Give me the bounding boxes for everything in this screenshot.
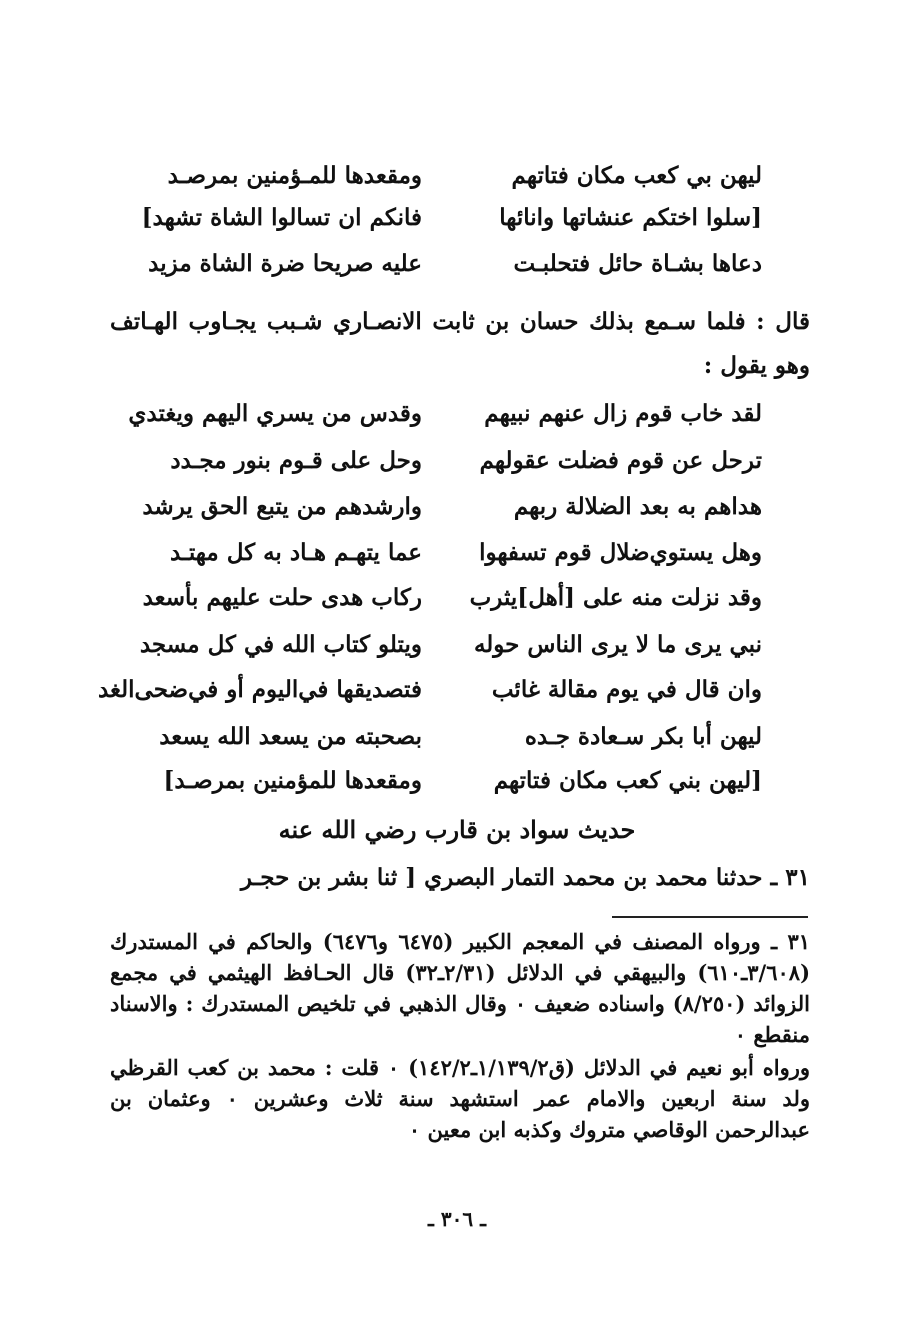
verse-first-hemistich: هداهم به بعد الضلالة ربهم [513,493,762,520]
verse-line [122,627,762,663]
verse-second-hemistich: عليه صريحا ضرة الشاة مزيد [148,250,422,277]
hadith-line: ٣١ ـ حدثنا محمد بن محمد التمار البصري [ ثنا بشر بن حجـر [240,864,810,891]
section-heading: حديث سواد بن قارب رضي الله عنه [278,815,636,844]
verse-second-hemistich: ويتلو كتاب الله في كل مسجد [139,631,422,658]
page-number: ـ ٣٠٦ ـ [428,1207,486,1231]
verse-first-hemistich: لقد خاب قوم زال عنهم نبيهم [484,400,762,427]
verse-line [122,580,762,616]
verse-first-hemistich: [سلوا اختكم عنشاتها وانائها [499,204,762,231]
verse-first-hemistich: وهل يستوي‌ضلال قوم تسفهوا [479,539,762,566]
verse-first-hemistich: ترحل عن قوم فضلت عقولهم [479,447,762,474]
verse-line [97,672,762,708]
verse-line [122,763,762,799]
verse-first-hemistich: ليهن بي كعب مكان فتاتهم [511,162,762,189]
verse-first-hemistich: وان قال في يوم مقالة غائب [491,676,762,703]
verse-first-hemistich: نبي يرى ما لا يرى الناس حوله [473,631,762,658]
verse-line [122,200,762,236]
verse-second-hemistich: ومقعدها للمـؤمنين بمرصـد [167,162,422,189]
verse-line [122,489,762,525]
verse-second-hemistich: ومقعدها للمؤمنين بمرصـد] [163,767,422,794]
footnote-divider [612,916,808,918]
verse-line [122,246,762,282]
verse-first-hemistich: ليهن أبا بكر سـعادة جـده [524,723,762,750]
verse-second-hemistich: بصحبته من يسعد الله يسعد [159,723,422,750]
verse-second-hemistich: وقدس من يسري اليهم ويغتدي [128,400,422,427]
verse-second-hemistich: فانكم ان تسالوا الشاة تشهد] [141,204,422,231]
verse-line [122,719,762,755]
verse-first-hemistich: [ليهن بني كعب مكان فتاتهم [493,767,762,794]
verse-second-hemistich: ركاب هدى حلت عليهم بأسعد [142,584,422,611]
footnote: ٣١ ـ ورواه المصنف في المعجم الكبير (٦٤٧٥ و٦٤٧٦) والحاكم في المستدرك (٣/٦٠٨ـ٦١٠) والبيهقي في الدلائل (٢/٣١ـ٣٢) قال الحـافظ الهيثمي في مجمع الزوائد (٨/٢٥٠) واسناده ضعيف ٠ وقال الذهبي في تلخيص المستدرك : والاسناد منقطع ٠ [110,929,811,1047]
verse-line [122,158,762,194]
verse-line [122,396,762,432]
verse-second-hemistich: وحل على قـوم بنور مجـدد [170,447,422,474]
footnote: ورواه أبو نعيم في الدلائل (ق١/١٣٩/٢ـ١٤٢/٢) ٠ قلت : محمد بن كعب القرظي ولد سنة اربعين والامام عمر استشهد سنة ثلاث وعشرين ٠ وعثمان بن عبدالرحمن الوقاصي متروك وكذبه ابن معين ٠ [110,1055,810,1142]
verse-first-hemistich: دعاها بشـاة حائل فتحلبـت [513,250,762,277]
prose-paragraph: قال : فلما سـمع بذلك حسان بن ثابت الانصـاري شـبب يجـاوب الهـاتف وهو يقول : [110,308,810,379]
verse-first-hemistich: وقد نزلت منه على [أهل]يثرب [469,584,762,611]
verse-second-hemistich: وارشدهم من يتبع الحق يرشد [142,493,422,520]
verse-second-hemistich: فتصديقها في‌اليوم أو في‌ضحى‌الغد [97,676,422,703]
verse-line [122,535,762,571]
verse-line [122,443,762,479]
verse-second-hemistich: عما يتهـم هـاد به كل مهتـد [170,539,422,566]
